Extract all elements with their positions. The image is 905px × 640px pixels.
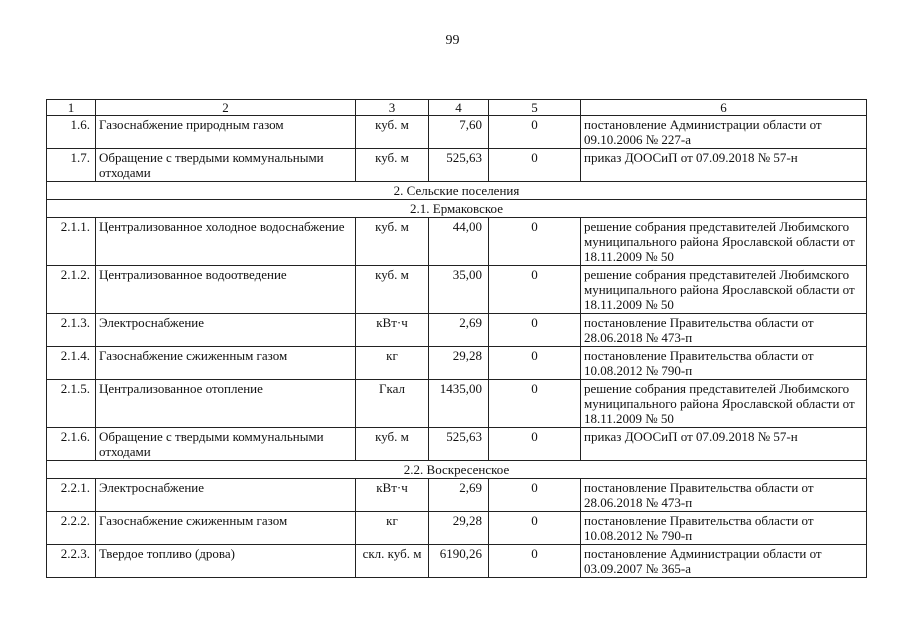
document-cell: постановление Администрации области от 03.09.2007 № 365-а [581, 545, 867, 578]
value-cell: 0 [489, 545, 581, 578]
section-title: 2.2. Воскресенское [47, 461, 867, 479]
document-cell: постановление Администрации области от 09.10.2006 № 227-а [581, 116, 867, 149]
row-number: 2.1.5. [47, 380, 96, 428]
row-number: 2.2.1. [47, 479, 96, 512]
header-cell: 1 [47, 100, 96, 116]
value-cell: 0 [489, 116, 581, 149]
table-row [47, 314, 867, 347]
tariff-table [46, 99, 867, 578]
value-cell: 0 [489, 479, 581, 512]
value-cell: 0 [489, 347, 581, 380]
page-number: 99 [445, 33, 460, 48]
header-cell: 3 [356, 100, 429, 116]
table-row [47, 116, 867, 149]
row-number: 2.1.6. [47, 428, 96, 461]
service-name: Газоснабжение природным газом [96, 116, 356, 149]
document-cell: решение собрания представителей Любимского муниципального района Ярославской области от 18.11.2009 № 50 [581, 266, 867, 314]
price-cell: 1435,00 [429, 380, 489, 428]
section-row [47, 182, 867, 200]
value-cell: 0 [489, 314, 581, 347]
service-name: Обращение с твердыми коммунальными отходами [96, 428, 356, 461]
table-row [47, 380, 867, 428]
service-name: Централизованное отопление [96, 380, 356, 428]
document-cell: постановление Правительства области от 10.08.2012 № 790-п [581, 512, 867, 545]
unit-cell: куб. м [356, 218, 429, 266]
service-name: Газоснабжение сжиженным газом [96, 512, 356, 545]
row-number: 1.6. [47, 116, 96, 149]
document-cell: приказ ДООСиП от 07.09.2018 № 57-н [581, 428, 867, 461]
row-number: 2.1.2. [47, 266, 96, 314]
row-number: 2.1.3. [47, 314, 96, 347]
document-cell: приказ ДООСиП от 07.09.2018 № 57-н [581, 149, 867, 182]
unit-cell: кВт·ч [356, 479, 429, 512]
table-row [47, 428, 867, 461]
unit-cell: кВт·ч [356, 314, 429, 347]
service-name: Централизованное холодное водоснабжение [96, 218, 356, 266]
row-number: 2.2.2. [47, 512, 96, 545]
unit-cell: Гкал [356, 380, 429, 428]
document-cell: постановление Правительства области от 28.06.2018 № 473-п [581, 479, 867, 512]
unit-cell: куб. м [356, 149, 429, 182]
unit-cell: куб. м [356, 116, 429, 149]
header-cell: 4 [429, 100, 489, 116]
section-title: 2. Сельские поселения [47, 182, 867, 200]
service-name: Твердое топливо (дрова) [96, 545, 356, 578]
value-cell: 0 [489, 218, 581, 266]
value-cell: 0 [489, 149, 581, 182]
table-row [47, 149, 867, 182]
document-cell: решение собрания представителей Любимского муниципального района Ярославской области от 18.11.2009 № 50 [581, 218, 867, 266]
price-cell: 6190,26 [429, 545, 489, 578]
price-cell: 7,60 [429, 116, 489, 149]
price-cell: 525,63 [429, 428, 489, 461]
row-number: 2.2.3. [47, 545, 96, 578]
service-name: Электроснабжение [96, 479, 356, 512]
row-number: 1.7. [47, 149, 96, 182]
header-cell: 2 [96, 100, 356, 116]
price-cell: 2,69 [429, 479, 489, 512]
header-cell: 5 [489, 100, 581, 116]
document-cell: решение собрания представителей Любимского муниципального района Ярославской области от 18.11.2009 № 50 [581, 380, 867, 428]
table-row [47, 347, 867, 380]
service-name: Централизованное водоотведение [96, 266, 356, 314]
unit-cell: скл. куб. м [356, 545, 429, 578]
unit-cell: кг [356, 512, 429, 545]
value-cell: 0 [489, 512, 581, 545]
price-cell: 29,28 [429, 347, 489, 380]
price-cell: 29,28 [429, 512, 489, 545]
service-name: Обращение с твердыми коммунальными отходами [96, 149, 356, 182]
price-cell: 44,00 [429, 218, 489, 266]
unit-cell: куб. м [356, 266, 429, 314]
service-name: Электроснабжение [96, 314, 356, 347]
value-cell: 0 [489, 380, 581, 428]
price-cell: 2,69 [429, 314, 489, 347]
header-cell: 6 [581, 100, 867, 116]
section-title: 2.1. Ермаковское [47, 200, 867, 218]
table-header-row [47, 100, 867, 116]
row-number: 2.1.1. [47, 218, 96, 266]
table-row [47, 266, 867, 314]
table-row [47, 479, 867, 512]
row-number: 2.1.4. [47, 347, 96, 380]
price-cell: 525,63 [429, 149, 489, 182]
value-cell: 0 [489, 266, 581, 314]
unit-cell: кг [356, 347, 429, 380]
table-row [47, 218, 867, 266]
document-cell: постановление Правительства области от 28.06.2018 № 473-п [581, 314, 867, 347]
section-row [47, 461, 867, 479]
service-name: Газоснабжение сжиженным газом [96, 347, 356, 380]
document-cell: постановление Правительства области от 10.08.2012 № 790-п [581, 347, 867, 380]
value-cell: 0 [489, 428, 581, 461]
table-row [47, 545, 867, 578]
table-row [47, 512, 867, 545]
section-row [47, 200, 867, 218]
price-cell: 35,00 [429, 266, 489, 314]
unit-cell: куб. м [356, 428, 429, 461]
